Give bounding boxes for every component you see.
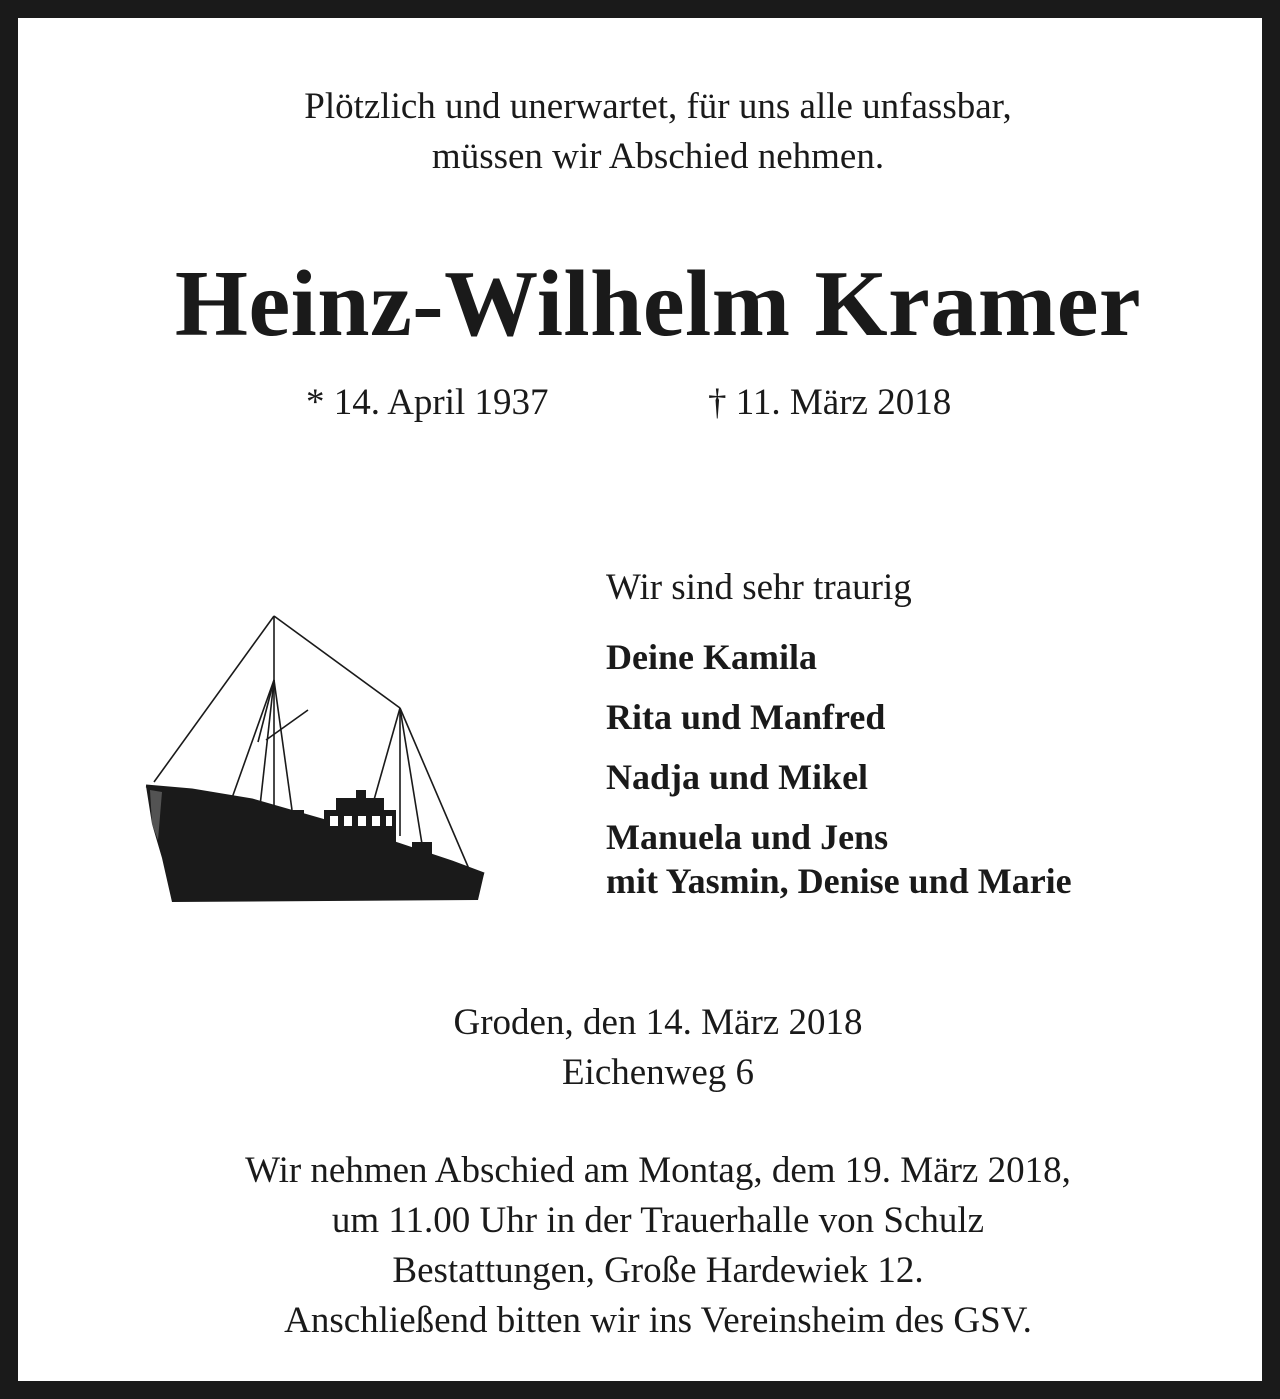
farewell-line: um 11.00 Uhr in der Trauerhalle von Schulz [331,1200,985,1241]
mourner-name: Rita und Manfred [606,697,886,737]
intro-line: Plötzlich und unerwartet, für uns alle unfassbar, [304,86,1012,127]
place-date: Groden, den 14. März 2018 [453,1002,863,1043]
mourning-line: Wir sind sehr traurig [606,567,912,608]
life-dates [18,378,1280,428]
mourners-addition: mit Yasmin, Denise und Marie [606,861,1072,901]
intro-text [18,82,1280,182]
hull [146,786,484,902]
birth-date: * 14. April 1937 [306,382,549,423]
mourner-name: Deine Kamila [606,637,817,677]
death-date: † 11. März 2018 [708,382,952,423]
wheelhouse [324,790,396,844]
farewell-text [18,1146,1280,1346]
mourner-name: Nadja und Mikel [606,757,869,797]
farewell-line: Bestattungen, Große Hardewiek 12. [392,1250,924,1291]
intro-line: müssen wir Abschied nehmen. [431,136,885,177]
fishing-boat-illustration [132,610,492,910]
address: Eichenweg 6 [561,1052,755,1093]
farewell-line: Anschließend bitten wir ins Vereinsheim des GSV. [284,1300,1032,1341]
deceased-name: Heinz-Wilhelm Kramer [174,252,1142,356]
farewell-line: Wir nehmen Abschied am Montag, dem 19. März 2018, [245,1150,1071,1191]
place-and-address [18,998,1280,1098]
mourners-block [606,563,1246,907]
mourner-name: Manuela und Jens [606,817,889,857]
